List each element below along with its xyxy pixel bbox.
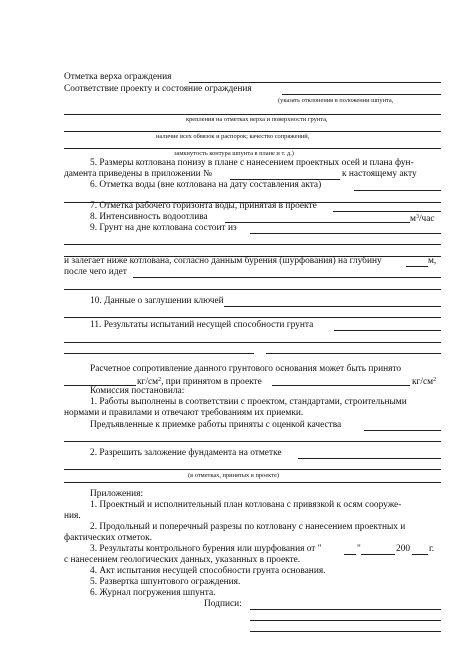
fill-line	[344, 554, 356, 555]
fill-line	[282, 94, 441, 95]
text-line: 1. Проектный и исполнительный план котлована с привязкой к осям сооруже-	[90, 500, 402, 510]
fill-line	[64, 148, 441, 149]
text-line: Расчетное сопротивление данного грунтового основания может быть принято	[90, 364, 402, 374]
signature-line	[250, 620, 441, 621]
text-line: 1. Работы выполнены в соответствии с проектом, стандартами, строительными	[90, 397, 407, 407]
fill-line	[64, 342, 441, 343]
fill-line	[64, 114, 441, 115]
signatures-label: Подписи:	[204, 599, 242, 609]
hint-text: замкнутость контура шпунта в плане и т. д.)	[174, 150, 294, 157]
fill-line	[64, 244, 441, 245]
text-line: "	[357, 544, 361, 554]
fill-line	[334, 330, 441, 331]
text-line: Комиссия постановила:	[90, 386, 185, 396]
text-line: 8. Интенсивность водоотлива	[90, 212, 208, 222]
fill-line	[225, 222, 410, 223]
text-line: г.	[429, 544, 435, 554]
text-line: 3. Результаты контрольного бурения или шурфования от "	[90, 544, 322, 554]
fill-line	[412, 554, 428, 555]
hint-text: (указать отклонения в положении шпунта,	[278, 97, 394, 104]
text-line: 2. Продольный и поперечный разрезы по котловану с нанесением проектных и	[90, 522, 406, 532]
text-line: 7. Отметка рабочего горизонта воды, принятая в проекте	[90, 201, 317, 211]
text-line: дамента приведены в приложении №	[64, 169, 212, 179]
fill-line	[133, 277, 441, 278]
fill-line	[64, 289, 441, 290]
text-line: м,	[428, 256, 437, 266]
signature-line	[250, 631, 441, 632]
text-line: 10. Данные о заглушении ключей	[90, 296, 224, 306]
fill-line	[64, 482, 441, 483]
text-line: 9. Грунт на дне котлована состоит из	[90, 223, 237, 233]
text-line: 5. Размеры котлована понизу в плане с нанесением проектных осей и плана фун-	[90, 158, 414, 168]
unit-text: $м^3$/час	[410, 214, 435, 224]
fill-line	[266, 353, 441, 354]
text-line: Отметка верха ограждения	[64, 72, 172, 82]
hint-text: (в отметках, принятых в проекте)	[188, 472, 279, 479]
text-line: 11. Результаты испытаний несущей способности грунта	[90, 320, 314, 330]
text-line: 6. Отметка воды (вне котлована на дату составления акта)	[90, 180, 322, 190]
text-line: к настоящему акту	[342, 169, 417, 179]
text-line: ния.	[64, 511, 81, 521]
hint-text: наличие всех обвязок и распорок; качество сопряжений,	[156, 133, 310, 140]
text-line: с нанесением геологических данных, указанных в проекте.	[64, 555, 301, 565]
fill-line	[64, 317, 441, 318]
text-line: после чего идет	[64, 267, 127, 277]
text-line: 4. Акт испытания несущей способности грунта основания.	[90, 566, 326, 576]
unit-text: $кг/см^2$	[412, 377, 437, 387]
fill-line	[189, 82, 441, 83]
text-line: 6. Журнал погружения шпунта.	[90, 588, 216, 598]
appendices-heading: Приложения:	[90, 489, 144, 499]
text-line: фактических отметок.	[64, 533, 152, 543]
fill-line	[354, 190, 441, 191]
text-line: 5. Развертка шпунтового ограждения.	[90, 577, 241, 587]
fill-line	[298, 458, 441, 459]
fill-line	[64, 353, 254, 354]
text-line: Предъявленные к приемке работы приняты с оценкой качества	[90, 420, 342, 430]
fill-line	[64, 131, 441, 132]
fill-line	[64, 441, 441, 442]
fill-line	[361, 554, 395, 555]
fill-line	[224, 306, 441, 307]
hint-text: крепления на отметках верха и поверхности грунта,	[186, 116, 328, 123]
text-line: 2. Разрешить заложение фундамента на отметке	[90, 448, 282, 458]
fill-line	[364, 430, 441, 431]
text-line: Соответствие проекту и состояние ограждения	[64, 84, 252, 94]
text-line: 200	[396, 544, 411, 554]
text-line: и залегает ниже котлована, согласно данным бурения (шурфования) на глубину	[64, 256, 382, 266]
unit-text: $кг/см^2$, при принятом в проекте	[137, 377, 262, 387]
fill-line	[64, 469, 441, 470]
fill-line	[250, 233, 441, 234]
fill-line	[406, 266, 428, 267]
text-line: нормами и правилами и отвечают требованиям их приемки.	[64, 408, 304, 418]
signature-line	[250, 609, 441, 610]
fill-line	[272, 385, 410, 386]
